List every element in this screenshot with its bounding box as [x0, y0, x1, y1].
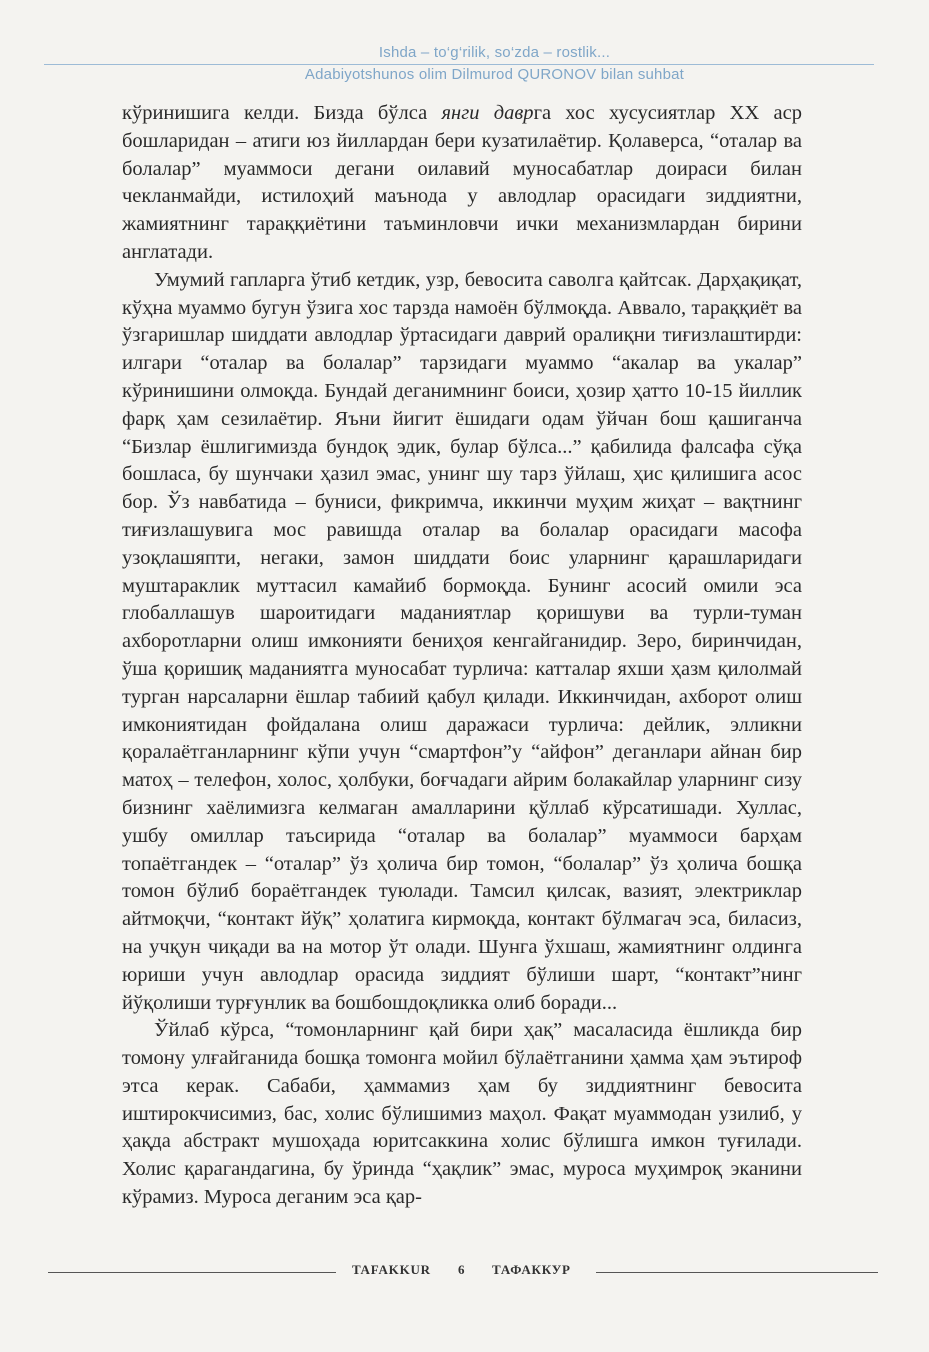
page-footer	[0, 1262, 929, 1282]
footer-rule-left	[48, 1272, 336, 1273]
paragraph-2: Умумий гапларга ўтиб кетдик, узр, бевосита саволга қайтсак. Дарҳақиқат, кўҳна муаммо бугун ўзига хос тарзда намоён бўлмоқда. Аввало, тараққиёт ва ўзгаришлар шиддати авлодлар ўртасидаги даврий оралиқни тиғизлаштирди: илгари “оталар ва болалар” тарзидаги муаммо “акалар ва укалар” кўринишини олмоқда. Бундай деганимнинг боиси, ҳозир ҳатто 10-15 йиллик фарқ ҳам сезилаётир. Яъни йигит ёшидаги одам ўйчан бош қашиганча “Бизлар ёшлигимизда бундоқ эдик, булар бўлса...” қабилида фалсафа сўқа бошласа, бу шунчаки ҳазил эмас, унинг шу тарз ўйлаш, ҳис қилишига асос бор. Ўз навбатида – буниси, фикримча, иккинчи муҳим жиҳат – вақтнинг тиғизлашувига мос равишда оталар ва болалар орасидаги масофа узоқлашяпти, негаки, замон шиддати боис уларнинг қарашларидаги муштараклик муттасил камайиб бормоқда. Бунинг асосий омили эса глобаллашув шароитидаги маданиятлар қоришуви ва турли-туман ахборотларни олиш имконияти бениҳоя кенгайганидир. Зеро, биринчидан, ўша қоришиқ маданиятга муносабат турлича: катталар яхши ҳазм қилолмай турган нарсаларни ёшлар табиий қабул қилади. Иккинчидан, ахборот олиш имкониятидан фойдалана олиш даражаси турлича: дейлик, элликни қоралаётганларнинг кўпи учун “смартфон”у “айфон” деганлари айнан бир матоҳ – телефон, холос, ҳолбуки, боғчадаги айрим болакайлар уларнинг сизу бизнинг хаёлимизга келмаган амалларини қўллаб кўрсатишади. Хуллас, ушбу омиллар таъсирида “оталар ва болалар” муаммоси барҳам топаётгандек – “оталар” ўз ҳолича бир томон, “болалар” ўз ҳолича бошқа томон бўлиб бораётгандек туюлади. Тамсил қилсак, вазият, электриклар айтмоқчи, “контакт йўқ” ҳолатига кирмоқда, контакт бўлмагач эса, биласиз, на учқун чиқади ва на мотор ўт олади. Шунга ўхшаш, жамиятнинг олдинга юриши учун авлодлар орасида зиддият бўлиши шарт, “контакт”нинг йўқолиши турғунлик ва бошбошдоқликка олиб боради...	[122, 268, 802, 1014]
article-body	[122, 100, 802, 1212]
paragraph-1-emphasis: янги давр	[441, 102, 534, 124]
paragraph-1	[122, 100, 802, 267]
header-rule	[44, 64, 874, 65]
paragraph-1-rest: га хос хусусиятлар XX аср бошларидан – атиги юз йиллардан бери кузатилаётир. Қолаверса, “оталар ва болалар” муаммоси дегани оилавий муносабатлар доираси билан чекланмайди, истилоҳий маънода у авлодлар орасидаги зиддиятни, жамиятнинг тараққиётини таъминловчи ички механизмлардан бирини англатади.	[122, 102, 803, 263]
header-subtitle: Adabiyotshunos olim Dilmurod QURONOV bilan suhbat	[304, 66, 685, 83]
header-title: Ishda – to‘g‘rilik, so‘zda – rostlik...	[378, 44, 611, 61]
page-number: 6	[458, 1262, 466, 1277]
paragraph-3: Ўйлаб кўрса, “томонларнинг қай бири ҳақ” масаласида ёшликда бир томону улғайганида бошқа томонга мойил бўлаётганини ҳамма ҳам эътироф этса керак. Сабаби, ҳаммамиз ҳам бу зиддиятнинг бевосита иштирокчисимиз, бас, холис бўлишимиз маҳол. Фақат муаммодан узилиб, у ҳақда абстракт мушоҳада юритсаккина холис бўлишга имкон туғилади. Холис қарагандагина, бу ўринда “ҳақлик” эмас, муроса муҳимроқ эканини кўрамиз. Муроса деганим эса қар-	[122, 1019, 802, 1209]
footer-journal-latin: TAFAKKUR	[352, 1262, 431, 1277]
footer-journal-cyrillic: ТАФАККУР	[492, 1262, 571, 1277]
footer-rule-right	[596, 1272, 878, 1273]
paragraph-1-start: кўринишига келди. Бизда бўлса	[122, 102, 442, 124]
